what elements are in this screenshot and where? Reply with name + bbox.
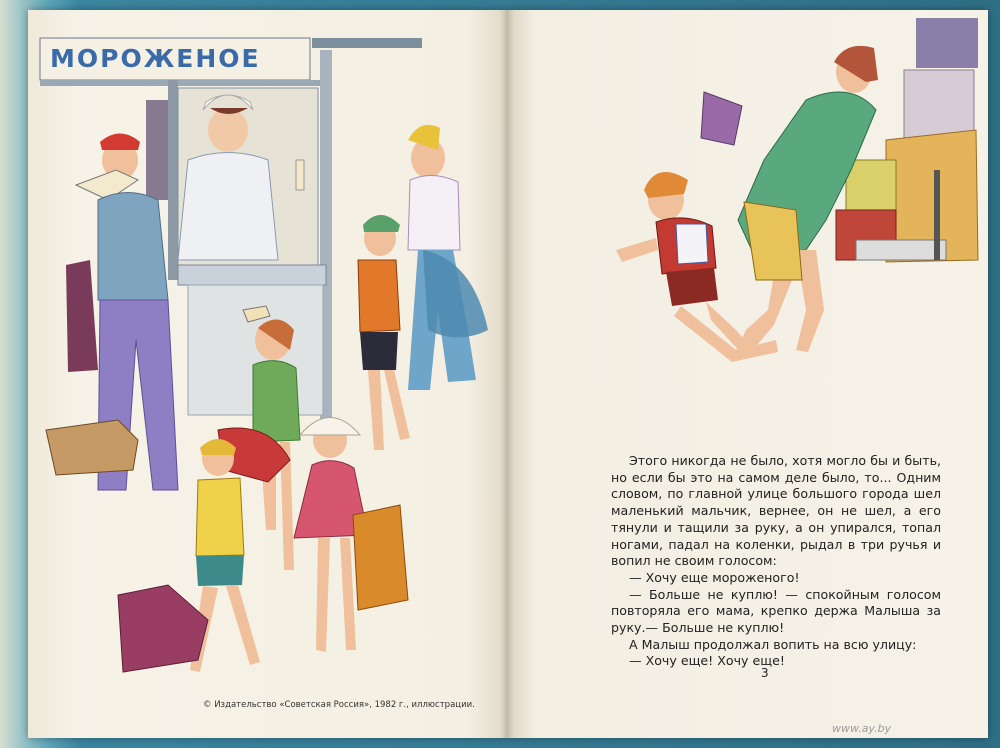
book-spread xyxy=(28,10,988,738)
ice-cream-sign: МОРОЖЕНОЕ xyxy=(50,44,261,73)
ice-cream-stand-illustration xyxy=(28,10,506,700)
mother-and-boy-illustration xyxy=(506,10,988,370)
dialogue-line: — Хочу еще! Хочу еще! xyxy=(629,653,785,669)
right-page xyxy=(506,10,988,738)
watermark: www.ay.by xyxy=(832,722,892,735)
page-number: 3 xyxy=(761,666,769,680)
paragraph-intro: Этого никогда не было, хотя могло бы и быть, но если бы это на самом деле было, то... Одним словом, по главной улице большого города шел маленький мальчик, вернее, он не шел, а его тянули и тащили за руку, а он упирался, топал ногами, падал на коленки, рыдал в три ручья и вопил не своим голосом: xyxy=(611,453,941,569)
paragraph: А Малыш продолжал вопить на всю улицу: xyxy=(629,636,917,652)
dialogue-line: — Больше не куплю! — спокойным голосом повторяла его мама, крепко держа Малыша за руку.— Больше не куплю! xyxy=(611,586,941,636)
left-page xyxy=(28,10,506,738)
dialogue-line: — Хочу еще мороженого! xyxy=(629,569,800,585)
book-gutter xyxy=(500,10,514,738)
story-text xyxy=(611,453,941,670)
copyright-notice: © Издательство «Советская Россия», 1982 г., иллюстрации. xyxy=(203,700,475,710)
